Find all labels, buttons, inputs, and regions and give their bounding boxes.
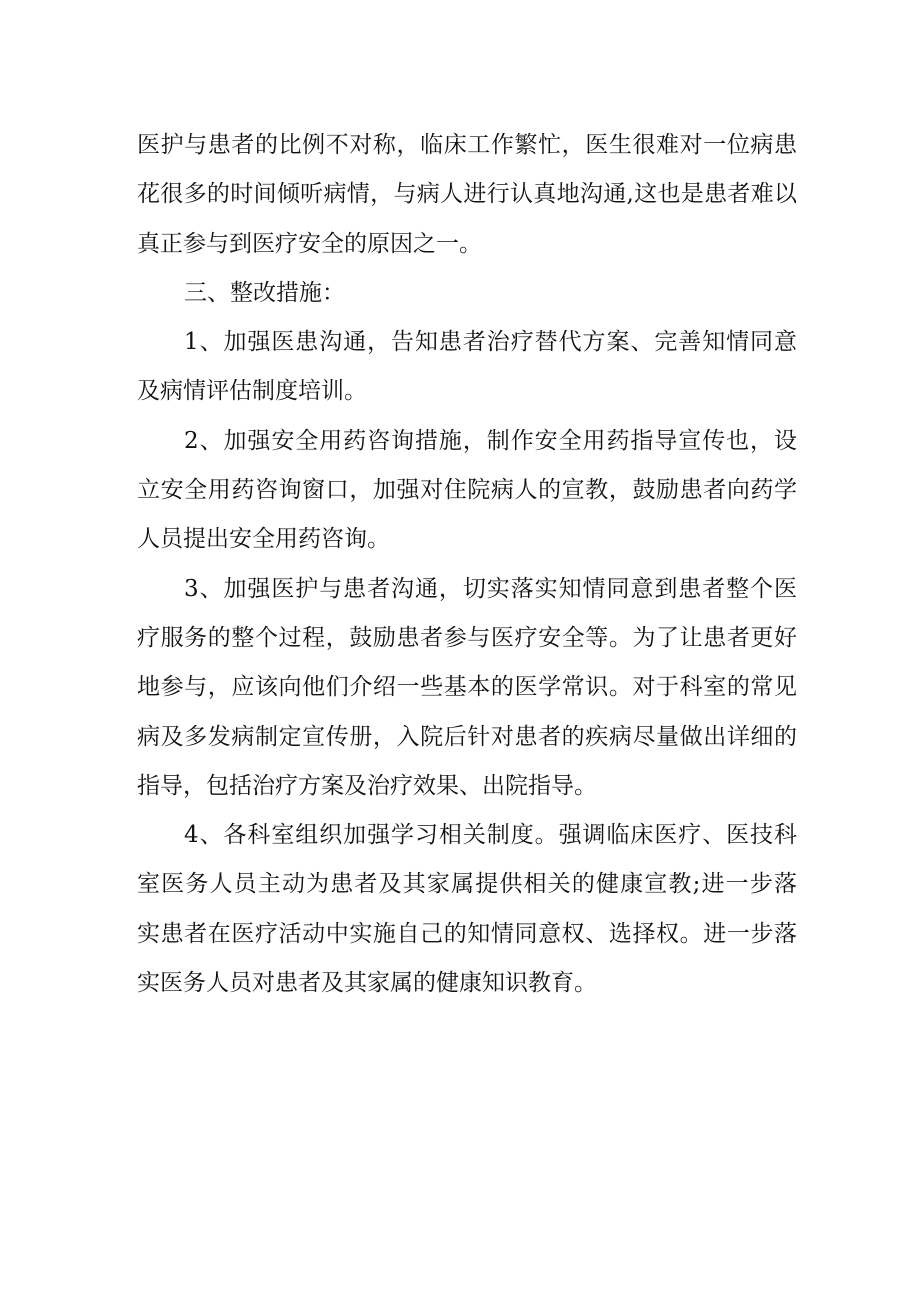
text-line: 真正参与到医疗安全的原因之一。 (137, 230, 482, 257)
text-line: 人员提出安全用药咨询。 (137, 526, 390, 553)
section-heading-text: 三、整改措施： (184, 279, 345, 306)
text-line: 立安全用药咨询窗口，加强对住院病人的宣教，鼓励患者向药学 (137, 477, 797, 504)
paragraph-measure-4 (137, 811, 797, 1008)
text-line: 疗服务的整个过程，鼓励患者参与医疗安全等。为了让患者更好 (137, 624, 797, 651)
text-line: 病及多发病制定宣传册，入院后针对患者的疾病尽量做出详细的 (137, 723, 797, 750)
text-line: 实医务人员对患者及其家属的健康知识教育。 (137, 970, 597, 997)
text-line: 3、加强医护与患者沟通，切实落实知情同意到患者整个医 (184, 575, 797, 602)
text-line: 实患者在医疗活动中实施自己的知情同意权、选择权。进一步落 (137, 920, 797, 947)
text-line: 2、加强安全用药咨询措施，制作安全用药指导宣传也，设 (184, 427, 797, 454)
text-line: 室医务人员主动为患者及其家属提供相关的健康宣教;进一步落 (137, 871, 797, 898)
paragraph-intro (137, 121, 797, 269)
text-line: 指导，包括治疗方案及治疗效果、出院指导。 (137, 772, 597, 799)
text-line: 地参与，应该向他们介绍一些基本的医学常识。对于科室的常见 (137, 674, 797, 701)
text-line: 1、加强医患沟通，告知患者治疗替代方案、完善知情同意 (184, 329, 797, 356)
text-line: 及病情评估制度培训。 (137, 378, 367, 405)
section-heading (137, 269, 797, 318)
paragraph-measure-1 (137, 318, 797, 417)
paragraph-measure-3 (137, 565, 797, 811)
text-line: 医护与患者的比例不对称，临床工作繁忙，医生很难对一位病患 (137, 132, 797, 158)
document-body (137, 121, 797, 1008)
text-line: 4、各科室组织加强学习相关制度。强调临床医疗、医技科 (184, 822, 797, 849)
text-line: 花很多的时间倾听病情，与病人进行认真地沟通,这也是患者难以 (137, 181, 797, 208)
paragraph-measure-2 (137, 417, 797, 565)
